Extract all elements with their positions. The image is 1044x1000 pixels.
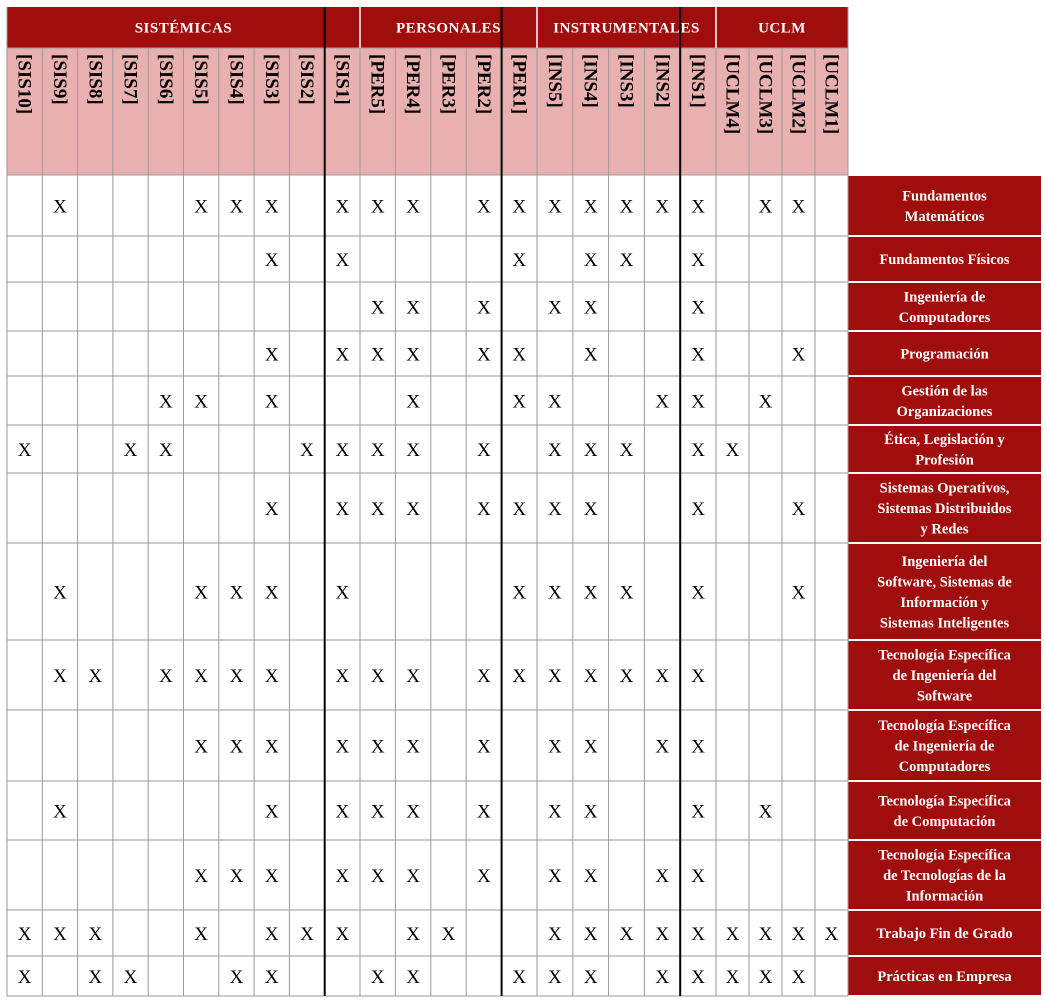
- column-code-label: [SIS10]: [13, 54, 35, 115]
- row-label: Matemáticos: [904, 208, 985, 225]
- cell-mark: X: [548, 499, 562, 520]
- column-code-label: [PER3]: [437, 54, 459, 115]
- cell-mark: X: [229, 196, 244, 218]
- group-label: SISTÉMICAS: [134, 20, 233, 37]
- cell-mark: X: [512, 967, 527, 988]
- cell-mark: X: [655, 924, 670, 945]
- cell-mark: X: [441, 924, 456, 945]
- column-code-label: [INS3]: [615, 54, 637, 108]
- column-header: [254, 48, 289, 175]
- cell-mark: X: [691, 967, 705, 988]
- cell-mark: X: [583, 196, 598, 218]
- column-code-label: [SIS1]: [331, 54, 353, 105]
- column-header: [609, 48, 645, 175]
- table-row: [18, 911, 1041, 955]
- cell-mark: X: [477, 440, 491, 461]
- cell-mark: X: [512, 582, 527, 604]
- cell-mark: X: [758, 196, 773, 218]
- cell-mark: X: [406, 499, 420, 520]
- cell-mark: X: [264, 582, 279, 604]
- cell-mark: X: [477, 196, 491, 218]
- cell-mark: X: [655, 736, 670, 758]
- column-header: [78, 48, 113, 175]
- cell-mark: X: [691, 196, 705, 218]
- cell-mark: X: [229, 582, 244, 604]
- cell-mark: X: [824, 924, 839, 945]
- column-code-label: [SIS2]: [296, 54, 318, 105]
- cell-mark: X: [335, 440, 350, 461]
- cell-mark: X: [691, 297, 705, 319]
- cell-mark: X: [406, 924, 420, 945]
- row-label: de Tecnologías de la: [883, 868, 1006, 884]
- row-label: Computadores: [898, 309, 991, 326]
- cell-mark: X: [335, 499, 350, 520]
- cell-mark: X: [583, 801, 598, 823]
- group-header-instrumentales: [537, 7, 716, 48]
- cell-mark: X: [691, 666, 705, 687]
- cell-mark: X: [655, 666, 670, 687]
- column-code-label: [SIS4]: [225, 54, 247, 105]
- cell-mark: X: [229, 967, 244, 988]
- cell-mark: X: [194, 582, 209, 604]
- cell-mark: X: [548, 297, 562, 319]
- cell-mark: X: [548, 924, 562, 945]
- row-label: Ética, Legislación y: [884, 431, 1005, 448]
- row-label: Sistemas Inteligentes: [879, 615, 1010, 632]
- cell-mark: X: [17, 440, 32, 461]
- cell-mark: X: [725, 967, 740, 988]
- cell-mark: X: [406, 666, 420, 687]
- cell-mark: X: [264, 924, 279, 945]
- cell-mark: X: [691, 499, 705, 520]
- row-label: Programación: [900, 346, 989, 363]
- row-label: Ingeniería de: [903, 289, 986, 306]
- column-code-label: [SIS9]: [48, 54, 70, 105]
- column-code-label: [PER1]: [508, 54, 530, 115]
- group-label: INSTRUMENTALES: [553, 20, 700, 37]
- cell-mark: X: [194, 391, 209, 413]
- cell-mark: X: [264, 344, 279, 366]
- cell-mark: X: [88, 967, 103, 988]
- cell-mark: X: [370, 344, 385, 366]
- table-row: [53, 544, 1041, 639]
- cell-mark: X: [758, 967, 773, 988]
- cell-mark: X: [548, 967, 562, 988]
- cell-mark: X: [335, 736, 350, 758]
- group-header-sistmicas: [7, 7, 360, 48]
- cell-mark: X: [655, 866, 670, 887]
- row-label: Sistemas Operativos,: [879, 480, 1010, 497]
- column-header: [782, 48, 815, 175]
- cell-mark: X: [370, 440, 385, 461]
- cell-mark: X: [619, 924, 634, 945]
- cell-mark: X: [406, 866, 420, 887]
- column-header: [395, 48, 430, 175]
- cell-mark: X: [17, 967, 32, 988]
- row-label: y Redes: [920, 521, 969, 538]
- cell-mark: X: [548, 440, 562, 461]
- column-code-label: [SIS6]: [154, 54, 176, 105]
- table-row: [194, 711, 1041, 780]
- column-code-label: [SIS5]: [190, 54, 212, 105]
- column-header: [219, 48, 254, 175]
- table-row: [194, 841, 1041, 909]
- cell-mark: X: [583, 297, 598, 319]
- cell-mark: X: [583, 582, 598, 604]
- cell-mark: X: [88, 924, 103, 945]
- column-header: [573, 48, 609, 175]
- column-header: [749, 48, 782, 175]
- cell-mark: X: [194, 196, 209, 218]
- cell-mark: X: [123, 440, 138, 461]
- cell-mark: X: [619, 250, 634, 271]
- cell-mark: X: [194, 866, 209, 887]
- row-label: Tecnología Específica: [878, 718, 1011, 734]
- column-code-label: [PER5]: [366, 54, 388, 115]
- cell-mark: X: [194, 924, 209, 945]
- group-label: PERSONALES: [395, 20, 502, 37]
- cell-mark: X: [264, 666, 279, 687]
- cell-mark: X: [758, 801, 773, 823]
- cell-mark: X: [229, 666, 244, 687]
- column-code-label: [UCLM3]: [754, 54, 776, 135]
- table-row: [53, 641, 1041, 709]
- cell-mark: X: [370, 297, 385, 319]
- row-label: Fundamentos: [902, 188, 987, 205]
- cell-mark: X: [512, 196, 527, 218]
- cell-mark: X: [691, 250, 705, 271]
- table-row: [265, 332, 1041, 375]
- column-header: [360, 48, 395, 175]
- group-header-uclm: [716, 7, 848, 48]
- column-header: [148, 48, 183, 175]
- cell-mark: X: [53, 801, 67, 823]
- cell-mark: X: [264, 250, 279, 271]
- column-header: [716, 48, 749, 175]
- row-label: Software, Sistemas de: [877, 574, 1012, 591]
- cell-mark: X: [548, 196, 562, 218]
- column-header: [502, 48, 537, 175]
- cell-mark: X: [758, 924, 773, 945]
- cell-mark: X: [335, 924, 350, 945]
- column-code-label: [PER4]: [402, 54, 424, 115]
- column-code-label: [UCLM4]: [721, 54, 743, 135]
- cell-mark: X: [583, 666, 598, 687]
- cell-mark: X: [655, 196, 670, 218]
- cell-mark: X: [691, 736, 705, 758]
- row-label: Gestión de las: [901, 383, 988, 400]
- cell-mark: X: [725, 440, 740, 461]
- column-code-label: [SIS3]: [260, 54, 282, 105]
- cell-mark: X: [512, 391, 527, 413]
- cell-mark: X: [512, 666, 527, 687]
- cell-mark: X: [691, 440, 705, 461]
- row-label: Computadores: [898, 759, 991, 775]
- cell-mark: X: [691, 344, 705, 366]
- cell-mark: X: [477, 736, 491, 758]
- cell-mark: X: [229, 866, 244, 887]
- cell-mark: X: [264, 967, 279, 988]
- cell-mark: X: [406, 736, 420, 758]
- row-label: Sistemas Distribuidos: [877, 501, 1012, 517]
- cell-mark: X: [691, 866, 705, 887]
- group-header-personales: [360, 7, 537, 48]
- cell-mark: X: [370, 499, 385, 520]
- cell-mark: X: [477, 344, 491, 366]
- cell-mark: X: [512, 499, 527, 520]
- cell-mark: X: [791, 967, 806, 988]
- cell-mark: X: [17, 924, 32, 945]
- column-code-label: [INS5]: [543, 54, 565, 108]
- cell-mark: X: [370, 196, 385, 218]
- column-header: [113, 48, 148, 175]
- cell-mark: X: [583, 967, 598, 988]
- cell-mark: X: [194, 666, 209, 687]
- column-header: [466, 48, 501, 175]
- column-code-label: [UCLM2]: [787, 54, 809, 135]
- cell-mark: X: [619, 440, 634, 461]
- column-code-label: [INS2]: [651, 54, 673, 108]
- cell-mark: X: [123, 967, 138, 988]
- cell-mark: X: [335, 196, 350, 218]
- cell-mark: X: [406, 440, 420, 461]
- cell-mark: X: [548, 582, 562, 604]
- column-code-label: [SIS8]: [84, 54, 106, 105]
- cell-mark: X: [335, 866, 350, 887]
- cell-mark: X: [512, 344, 527, 366]
- cell-mark: X: [583, 440, 598, 461]
- cell-mark: X: [691, 391, 705, 413]
- cell-mark: X: [791, 924, 806, 945]
- cell-mark: X: [655, 967, 670, 988]
- column-header: [815, 48, 848, 175]
- cell-mark: X: [548, 391, 562, 413]
- row-label: Información y: [900, 594, 989, 611]
- cell-mark: X: [158, 391, 173, 413]
- cell-mark: X: [619, 196, 634, 218]
- cell-mark: X: [158, 440, 173, 461]
- cell-mark: X: [264, 801, 279, 823]
- cell-mark: X: [583, 499, 598, 520]
- cell-mark: X: [264, 499, 279, 520]
- table-row: [18, 957, 1041, 995]
- cell-mark: X: [406, 801, 420, 823]
- cell-mark: X: [406, 297, 420, 319]
- cell-mark: X: [583, 736, 598, 758]
- cell-mark: X: [264, 866, 279, 887]
- cell-mark: X: [335, 250, 350, 271]
- column-code-label: [UCLM1]: [820, 54, 842, 135]
- cell-mark: X: [406, 344, 420, 366]
- cell-mark: X: [583, 250, 598, 271]
- cell-mark: X: [370, 666, 385, 687]
- row-label: Prácticas en Empresa: [877, 969, 1012, 985]
- table-row: [53, 782, 1041, 839]
- column-header: [42, 48, 77, 175]
- cell-mark: X: [477, 801, 491, 823]
- cell-mark: X: [548, 736, 562, 758]
- cell-mark: X: [370, 866, 385, 887]
- table-row: [159, 377, 1041, 424]
- cell-mark: X: [791, 499, 806, 520]
- column-header: [537, 48, 573, 175]
- cell-mark: X: [53, 196, 67, 218]
- column-header: [431, 48, 466, 175]
- cell-mark: X: [53, 666, 67, 687]
- column-code-label: [PER2]: [472, 54, 494, 115]
- column-code-label: [SIS7]: [119, 54, 141, 105]
- cell-mark: X: [194, 736, 209, 758]
- row-label: de Ingeniería de: [894, 738, 995, 755]
- table-row: [265, 237, 1041, 281]
- cell-mark: X: [300, 924, 314, 945]
- cell-mark: X: [512, 250, 527, 271]
- column-header: [680, 48, 716, 175]
- row-label: Trabajo Fin de Grado: [876, 926, 1013, 942]
- cell-mark: X: [791, 344, 806, 366]
- cell-mark: X: [300, 440, 314, 461]
- cell-mark: X: [53, 924, 67, 945]
- row-label: Ingeniería del: [901, 553, 988, 570]
- cell-mark: X: [406, 967, 420, 988]
- cell-mark: X: [406, 391, 420, 413]
- row-label: Software: [916, 688, 973, 705]
- row-label: Tecnología Específica: [878, 847, 1011, 864]
- row-label: Información: [905, 888, 984, 905]
- cell-mark: X: [655, 391, 670, 413]
- cell-mark: X: [229, 736, 244, 758]
- cell-mark: X: [264, 736, 279, 758]
- cell-mark: X: [583, 866, 598, 887]
- cell-mark: X: [758, 391, 773, 413]
- cell-mark: X: [264, 391, 279, 413]
- cell-mark: X: [477, 297, 491, 319]
- row-label: Fundamentos Físicos: [879, 252, 1010, 268]
- table-row: [53, 176, 1041, 235]
- row-label: de Ingeniería del: [892, 668, 997, 684]
- row-label: de Computación: [893, 813, 996, 830]
- cell-mark: X: [791, 196, 806, 218]
- cell-mark: X: [477, 499, 491, 520]
- cell-mark: X: [53, 582, 67, 604]
- cell-mark: X: [691, 582, 705, 604]
- column-code-label: [INS1]: [687, 54, 709, 108]
- row-label: Tecnología Específica: [878, 647, 1011, 664]
- row-label: Organizaciones: [896, 403, 993, 420]
- cell-mark: X: [691, 801, 705, 823]
- cell-mark: X: [370, 736, 385, 758]
- cell-mark: X: [88, 666, 103, 687]
- cell-mark: X: [619, 666, 634, 687]
- cell-mark: X: [335, 582, 350, 604]
- cell-mark: X: [335, 344, 350, 366]
- cell-mark: X: [791, 582, 806, 604]
- cell-mark: X: [335, 801, 350, 823]
- cell-mark: X: [691, 924, 705, 945]
- group-label: UCLM: [758, 20, 806, 37]
- cell-mark: X: [583, 924, 598, 945]
- cell-mark: X: [264, 196, 279, 218]
- cell-mark: X: [477, 666, 491, 687]
- row-label: Tecnología Específica: [878, 793, 1011, 810]
- cell-mark: X: [548, 666, 562, 687]
- row-label: Profesión: [915, 452, 974, 469]
- cell-mark: X: [477, 866, 491, 887]
- column-code-label: [INS4]: [579, 54, 601, 108]
- column-header: [325, 48, 360, 175]
- column-header: [7, 48, 42, 175]
- column-header: [644, 48, 680, 175]
- column-header: [289, 48, 324, 175]
- cell-mark: X: [548, 866, 562, 887]
- cell-mark: X: [725, 924, 740, 945]
- table-row: [371, 283, 1041, 330]
- cell-mark: X: [158, 666, 173, 687]
- cell-mark: X: [370, 801, 385, 823]
- column-header: [184, 48, 219, 175]
- table-row: [18, 426, 1041, 472]
- cell-mark: X: [619, 582, 634, 604]
- cell-mark: X: [406, 196, 420, 218]
- table-row: [265, 474, 1041, 542]
- cell-mark: X: [335, 666, 350, 687]
- cell-mark: X: [370, 967, 385, 988]
- cell-mark: X: [548, 801, 562, 823]
- cell-mark: X: [583, 344, 598, 366]
